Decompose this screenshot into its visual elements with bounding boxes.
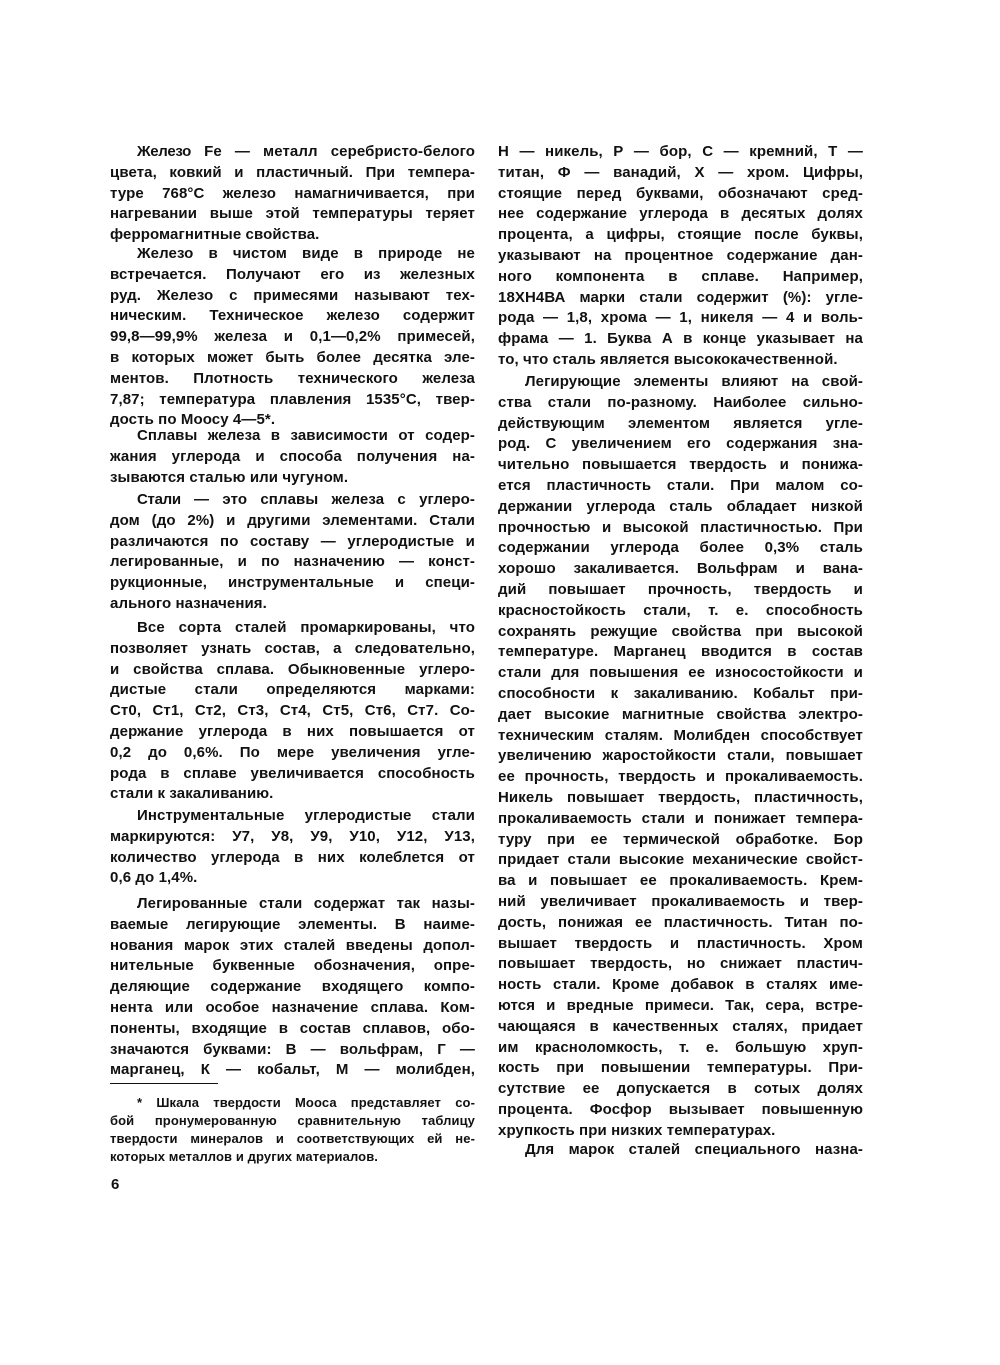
line-text: 0,6 до 1,4%. — [110, 869, 198, 887]
line-text: нительные буквенные обозначения, опре- — [110, 957, 475, 975]
line-text: дость, понижая ее пластичность. Титан по- — [498, 913, 863, 931]
line-text: процента. Фосфор вызывает повышенную — [498, 1100, 863, 1118]
footnote-line: которых металлов и других материалов. — [110, 1149, 379, 1164]
text-line — [498, 1058, 863, 1079]
text-line — [110, 265, 475, 286]
line-text: ваемые легирующие элементы. В наиме- — [110, 915, 475, 933]
text-line — [110, 1040, 475, 1061]
paragraph — [498, 1140, 863, 1161]
text-line — [498, 497, 863, 518]
line-text: процента, а цифры, стоящие после буквы, — [498, 226, 863, 244]
text-line — [110, 701, 475, 722]
text-line — [498, 372, 863, 393]
line-text: стали к закаливанию. — [110, 785, 274, 803]
line-text: ферромагнитные свойства. — [110, 226, 320, 244]
text-line — [498, 163, 863, 184]
text-line — [110, 784, 475, 805]
text-line — [498, 726, 863, 747]
line-text: Сплавы железа в зависимости от содер- — [137, 427, 475, 444]
line-text: Н — никель, Р — бор, С — кремний, Т — — [498, 143, 863, 160]
text-line — [110, 868, 475, 889]
paragraph — [498, 372, 863, 1141]
text-line — [498, 1140, 863, 1161]
line-text: зываются сталью или чугуном. — [110, 468, 349, 486]
line-text: встречается. Получают его из железных — [110, 265, 475, 283]
line-text: Железо в чистом виде в природе не — [137, 245, 475, 262]
line-text: температуре. Марганец вводится в состав — [498, 643, 863, 661]
line-text: придает стали высокие механические свойст- — [498, 851, 863, 869]
line-text: Ст0, Ст1, Ст2, Ст3, Ст4, Ст5, Ст6, Ст7. Со- — [110, 702, 475, 720]
paragraph — [498, 142, 863, 371]
line-text: техническим сталям. Молибден способствует — [498, 726, 863, 744]
text-line — [110, 722, 475, 743]
text-line — [498, 455, 863, 476]
text-line — [498, 246, 863, 267]
text-line — [110, 1019, 475, 1040]
line-text: количество углерода в них колеблется от — [110, 848, 475, 866]
line-text: кость при повышении температуры. При- — [498, 1059, 863, 1077]
line-text: ются и вредные примеси. Так, сера, встре- — [498, 996, 863, 1014]
line-text: деляющие содержание входящего компо- — [110, 978, 475, 996]
line-text: чающаяся в качественных сталях, придает — [498, 1017, 863, 1035]
text-line — [498, 184, 863, 205]
line-text: хрупкость при низких температурах. — [498, 1121, 776, 1139]
line-text: маркируются: У7, У8, У9, У10, У12, У13, — [110, 827, 475, 845]
line-text: 7,87; температура плавления 1535°С, твер- — [110, 390, 475, 408]
paragraph — [110, 426, 475, 488]
paragraph — [110, 490, 475, 615]
text-line — [498, 601, 863, 622]
text-line — [498, 871, 863, 892]
line-text: ва и повышает ее прокаливаемость. Крем- — [498, 872, 863, 890]
text-line — [110, 204, 475, 225]
text-line — [498, 705, 863, 726]
line-text: держание углерода в них повышается от — [110, 722, 475, 740]
line-text: Инструментальные углеродистые стали — [137, 807, 475, 824]
text-line — [498, 288, 863, 309]
text-line — [110, 142, 475, 163]
line-text: Все сорта сталей промаркированы, что — [137, 619, 475, 636]
text-line — [498, 892, 863, 913]
line-text: Легирующие элементы влияют на свой- — [525, 373, 863, 390]
text-line — [498, 830, 863, 851]
line-text: жания углерода и способа получения на- — [110, 447, 475, 465]
text-line — [498, 1079, 863, 1100]
text-line — [110, 936, 475, 957]
text-line — [110, 532, 475, 553]
paragraph — [110, 894, 475, 1081]
text-line — [110, 184, 475, 205]
page-number: 6 — [111, 1176, 120, 1193]
text-line — [110, 447, 475, 468]
line-text: ее прочность, твердость и прокаливаемость. — [498, 768, 863, 786]
line-text: рода в сплаве увеличивается способность — [110, 764, 475, 782]
line-text: нента или особое назначение сплава. Ком- — [110, 998, 475, 1016]
text-line — [498, 559, 863, 580]
line-text: прочностью и высокой пластичностью. При — [498, 518, 863, 536]
line-text: цвета, ковкий и пластичный. При темпера- — [110, 163, 475, 181]
line-text: дистые стали определяются марками: — [110, 681, 475, 699]
text-line — [498, 642, 863, 663]
text-line — [110, 894, 475, 915]
text-line — [110, 327, 475, 348]
text-line — [498, 767, 863, 788]
line-text: чительно повышается твердость и понижа- — [498, 456, 863, 474]
text-line — [498, 350, 863, 371]
line-text: хорошо закаливается. Вольфрам и вана- — [498, 560, 863, 578]
line-text: нее содержание углерода в десятых долях — [498, 205, 863, 223]
line-text: позволяет узнать состав, а следовательно, — [110, 639, 475, 657]
line-text: увеличению жаростойкости стали, повышает — [498, 747, 863, 765]
line-text: рукционные, инструментальные и специ- — [110, 574, 475, 592]
text-line — [110, 163, 475, 184]
text-line — [110, 286, 475, 307]
line-text: содержании углерода более 0,3% сталь — [498, 539, 863, 557]
text-line — [110, 915, 475, 936]
line-text: сохранять режущие свойства при высокой — [498, 622, 863, 640]
paragraph — [110, 618, 475, 805]
line-text: вышает твердость и пластичность. Хром — [498, 934, 863, 952]
line-text: — это сплавы железа с углеро- — [180, 491, 475, 508]
line-text: ментов. Плотность технического железа — [110, 369, 475, 387]
text-line — [498, 913, 863, 934]
footnote-line: * Шкала твердости Мооса представляет со- — [137, 1095, 475, 1110]
paragraph — [110, 806, 475, 889]
line-text: рода — 1,8, хрома — 1, никеля — 4 и воль- — [498, 309, 863, 327]
line-text: сутствие ее допускается в сотых долях — [498, 1080, 863, 1098]
text-line — [498, 308, 863, 329]
paragraph — [110, 244, 475, 431]
text-line — [110, 977, 475, 998]
text-line — [498, 518, 863, 539]
text-line — [110, 552, 475, 573]
text-line — [498, 538, 863, 559]
text-line — [110, 956, 475, 977]
text-line — [110, 618, 475, 639]
line-text: дает высокие магнитные свойства электро- — [498, 705, 863, 723]
line-text: то, что сталь является высококачественной. — [498, 350, 838, 368]
text-line — [498, 663, 863, 684]
line-text: прокаливаемость стали и понижает темпера- — [498, 809, 863, 827]
line-text: ность стали. Кроме добавок в сталях име- — [498, 976, 863, 994]
text-line — [110, 806, 475, 827]
footnote-line: твердости минералов и соответствующих ей не- — [110, 1131, 475, 1146]
line-text: красностойкость стали, т. е. способность — [498, 601, 863, 619]
text-line — [498, 850, 863, 871]
text-line — [110, 680, 475, 701]
text-line — [498, 1017, 863, 1038]
text-line — [110, 348, 475, 369]
text-line — [498, 225, 863, 246]
footnote-line: бой пронумерованную сравнительную таблицу — [110, 1113, 475, 1128]
text-line — [498, 1100, 863, 1121]
line-text: указывают на процентное содержание дан- — [498, 246, 863, 264]
text-line — [498, 204, 863, 225]
line-text: дость по Моосу 4—5*. — [110, 411, 276, 429]
text-line — [110, 827, 475, 848]
line-text: Fe — металл серебристо-белого — [191, 143, 475, 160]
text-line — [498, 393, 863, 414]
text-line — [110, 594, 475, 615]
text-line — [110, 764, 475, 785]
bold-term: Железо — [137, 143, 192, 160]
text-line — [498, 954, 863, 975]
line-text: марганец, К — кобальт, М — молибден, — [110, 1061, 475, 1079]
text-line — [110, 468, 475, 489]
line-text: различаются по составу — углеродистые и — [110, 532, 475, 550]
line-text: титан, Ф — ванадий, Х — хром. Цифры, — [498, 163, 863, 181]
line-text: стоящие перед буквами, обозначают сред- — [498, 184, 863, 202]
line-text: ного компонента в сплаве. Например, — [498, 267, 863, 285]
line-text: ническим. Техническое железо содержит — [110, 307, 475, 325]
line-text: Легированные стали содержат так назы- — [137, 895, 475, 912]
line-text: легированные, и по назначению — конст- — [110, 553, 475, 571]
line-text: им красноломкость, т. е. большую хруп- — [498, 1038, 863, 1056]
line-text: род. С увеличением его содержания зна- — [498, 435, 863, 453]
text-line — [110, 660, 475, 681]
text-line — [498, 622, 863, 643]
footnote — [110, 1094, 475, 1166]
text-line — [110, 639, 475, 660]
line-text: нования марок этих сталей введены допол- — [110, 936, 475, 954]
line-text: ний увеличивает прокаливаемость и твер- — [498, 892, 863, 910]
paragraph — [110, 142, 475, 246]
line-text: ального назначения. — [110, 594, 267, 612]
line-text: повышает твердость, но снижает пластич- — [498, 955, 863, 973]
text-line — [498, 975, 863, 996]
text-line — [498, 788, 863, 809]
text-line — [498, 809, 863, 830]
text-line — [498, 1038, 863, 1059]
line-text: Для марок сталей специального назна- — [525, 1141, 863, 1158]
text-line — [498, 414, 863, 435]
text-line — [498, 1121, 863, 1142]
line-text: действующим элементом является угле- — [498, 414, 863, 432]
line-text: туре 768°С железо намагничивается, при — [110, 184, 475, 202]
text-line — [110, 225, 475, 246]
text-line — [110, 244, 475, 265]
text-line — [110, 490, 475, 511]
line-text: 0,2 до 0,6%. По мере увеличения угле- — [110, 743, 475, 761]
text-line — [498, 746, 863, 767]
line-text: стали для повышения ее износостойкости и — [498, 664, 863, 682]
line-text: Никель повышает твердость, пластичность, — [498, 788, 863, 806]
text-line — [498, 580, 863, 601]
line-text: в которых может быть более десятка эле- — [110, 348, 475, 366]
text-line — [498, 434, 863, 455]
text-line — [498, 684, 863, 705]
line-text: ства стали по-разному. Наиболее сильно- — [498, 393, 863, 411]
line-text: держании углерода сталь обладает низкой — [498, 497, 863, 515]
text-line — [498, 996, 863, 1017]
text-line — [498, 329, 863, 350]
text-line — [110, 390, 475, 411]
text-line — [110, 426, 475, 447]
line-text: дий повышает прочность, твердость и — [498, 580, 863, 598]
line-text: ется пластичность стали. При малом со- — [498, 476, 863, 494]
line-text: и свойства сплава. Обыкновенные углеро- — [110, 660, 475, 678]
line-text: туру при ее термической обработке. Бор — [498, 830, 863, 848]
line-text: руд. Железо с примесями называют тех- — [110, 286, 475, 304]
line-text: поненты, входящие в состав сплавов, обо- — [110, 1019, 475, 1037]
text-line — [110, 1060, 475, 1081]
text-line — [498, 476, 863, 497]
line-text: способности к закаливанию. Кобальт при- — [498, 684, 863, 702]
line-text: дом (до 2%) и другими элементами. Стали — [110, 511, 475, 529]
text-line — [110, 573, 475, 594]
footnote-divider — [110, 1083, 218, 1084]
line-text: нагревании выше этой температуры теряет — [110, 205, 475, 223]
bold-term: Стали — [137, 491, 181, 508]
line-text: фрама — 1. Буква А в конце указывает на — [498, 330, 863, 348]
text-line — [110, 511, 475, 532]
line-text: значаются буквами: В — вольфрам, Г — — [110, 1040, 475, 1058]
text-line — [110, 743, 475, 764]
text-line — [498, 267, 863, 288]
text-line — [110, 848, 475, 869]
text-line — [498, 934, 863, 955]
line-text: 18ХН4ВА марки стали содержит (%): угле- — [498, 288, 863, 306]
text-line — [110, 369, 475, 390]
text-line — [110, 306, 475, 327]
line-text: 99,8—99,9% железа и 0,1—0,2% примесей, — [110, 328, 475, 346]
text-line — [498, 142, 863, 163]
text-line — [110, 998, 475, 1019]
